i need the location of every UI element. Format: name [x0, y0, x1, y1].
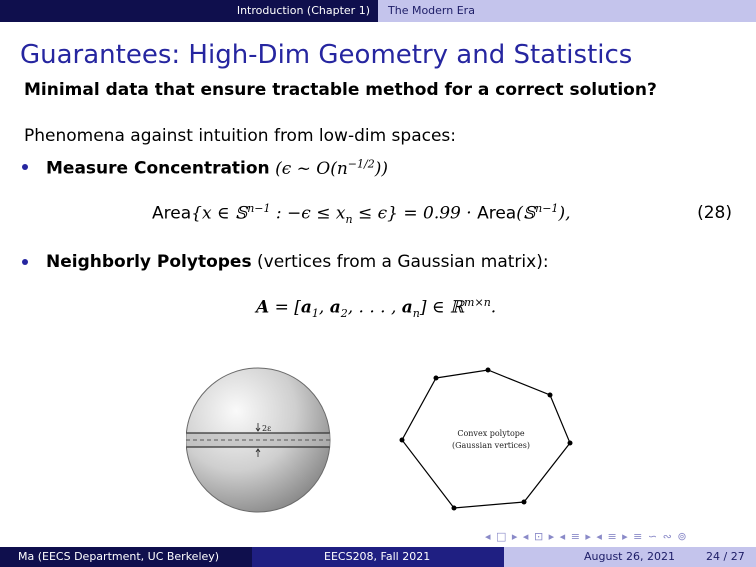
intro-text: Phenomena against intuition from low-dim spaces: [24, 126, 457, 146]
footer-page-number: 24 / 27 [706, 550, 745, 563]
equation-28 [152, 202, 570, 226]
eq1-part-a: {x ∈ 𝕊 [191, 203, 248, 224]
eq1-area2: Area [477, 203, 517, 224]
eq1-part-b: : −ϵ ≤ x [270, 203, 346, 224]
slide-subtitle: Minimal data that ensure tractable method for a correct solution? [24, 80, 657, 100]
footer-course: EECS208, Fall 2021 [324, 550, 431, 563]
eq2-end: . [490, 297, 497, 318]
polytope-label-line2: (Gaussian vertices) [452, 441, 530, 450]
eq2-eq: = [ [269, 297, 301, 318]
nav-section-link[interactable]: Introduction (Chapter 1) [236, 4, 370, 17]
figure-illustration [186, 360, 586, 520]
eq2-lhs: A [256, 297, 270, 318]
eq2-subn: n [412, 307, 420, 321]
equation-number: (28) [697, 203, 732, 223]
eq2-close: ] ∈ ℝ [419, 297, 465, 318]
sphere-graphic [186, 368, 336, 512]
bullet2-rest: (vertices from a Gaussian matrix): [251, 252, 549, 272]
eq2-sep2: , . . . , [347, 297, 402, 318]
eq1-part-c: ≤ ϵ} = 0.99 · [352, 203, 478, 224]
eq1-sup2: n−1 [535, 202, 559, 215]
bullet1-formula-close: )) [374, 158, 388, 179]
beamer-navigation-icons[interactable]: ◂ □ ▸ ◂ ⊡ ▸ ◂ ≡ ▸ ◂ ≡ ▸ ≡ ∽ ∾ ⊚ [485, 530, 688, 543]
equation-matrix [256, 296, 496, 320]
nav-subsection-link[interactable]: The Modern Era [388, 4, 475, 17]
bullet1-formula-sup: −1/2 [347, 157, 375, 170]
polytope-vertex [568, 441, 573, 446]
eq2-sup: m×n [464, 296, 491, 309]
polytope-vertex [522, 500, 527, 505]
footer-date: August 26, 2021 [584, 550, 675, 563]
eq2-a1: a [300, 297, 312, 318]
header-bar [0, 0, 756, 22]
bullet1-formula [275, 159, 388, 179]
polytope-vertex [486, 368, 491, 373]
eq1-part-d: (𝕊 [516, 203, 536, 224]
bullet-measure-concentration [46, 157, 388, 179]
bullet1-label: Measure Concentration [46, 158, 270, 179]
footer-bar [0, 547, 756, 567]
eq2-a2: a [329, 297, 341, 318]
eq1-sub1: n [345, 213, 353, 227]
slide-title: Guarantees: High-Dim Geometry and Statistics [20, 40, 633, 70]
polytope-shape [402, 370, 570, 508]
eq1-sup1: n−1 [247, 202, 271, 215]
bullet1-formula-open: (ϵ ~ O(n [275, 158, 348, 179]
polytope-vertex [400, 438, 405, 443]
eq2-sep1: , [318, 297, 330, 318]
eq2-sub1: 1 [311, 307, 319, 321]
bullet2-label: Neighborly Polytopes [46, 252, 252, 272]
eq1-part-e: ), [558, 203, 571, 224]
polytope-graphic [400, 368, 573, 511]
bullet-neighborly-polytopes [46, 252, 549, 272]
polytope-vertex [548, 393, 553, 398]
eq2-sub2: 2 [340, 307, 348, 321]
band-width-label: 2ε [262, 424, 272, 433]
header-left [0, 0, 378, 22]
eq2-an: a [401, 297, 413, 318]
bullet-dot-icon [22, 164, 28, 170]
eq1-area1: Area [152, 203, 192, 224]
polytope-vertex [434, 376, 439, 381]
header-right [378, 0, 756, 22]
polytope-label-line1: Convex polytope [457, 429, 525, 438]
polytope-vertex [452, 506, 457, 511]
bullet-dot-icon [22, 259, 28, 265]
footer-author: Ma (EECS Department, UC Berkeley) [18, 550, 220, 563]
